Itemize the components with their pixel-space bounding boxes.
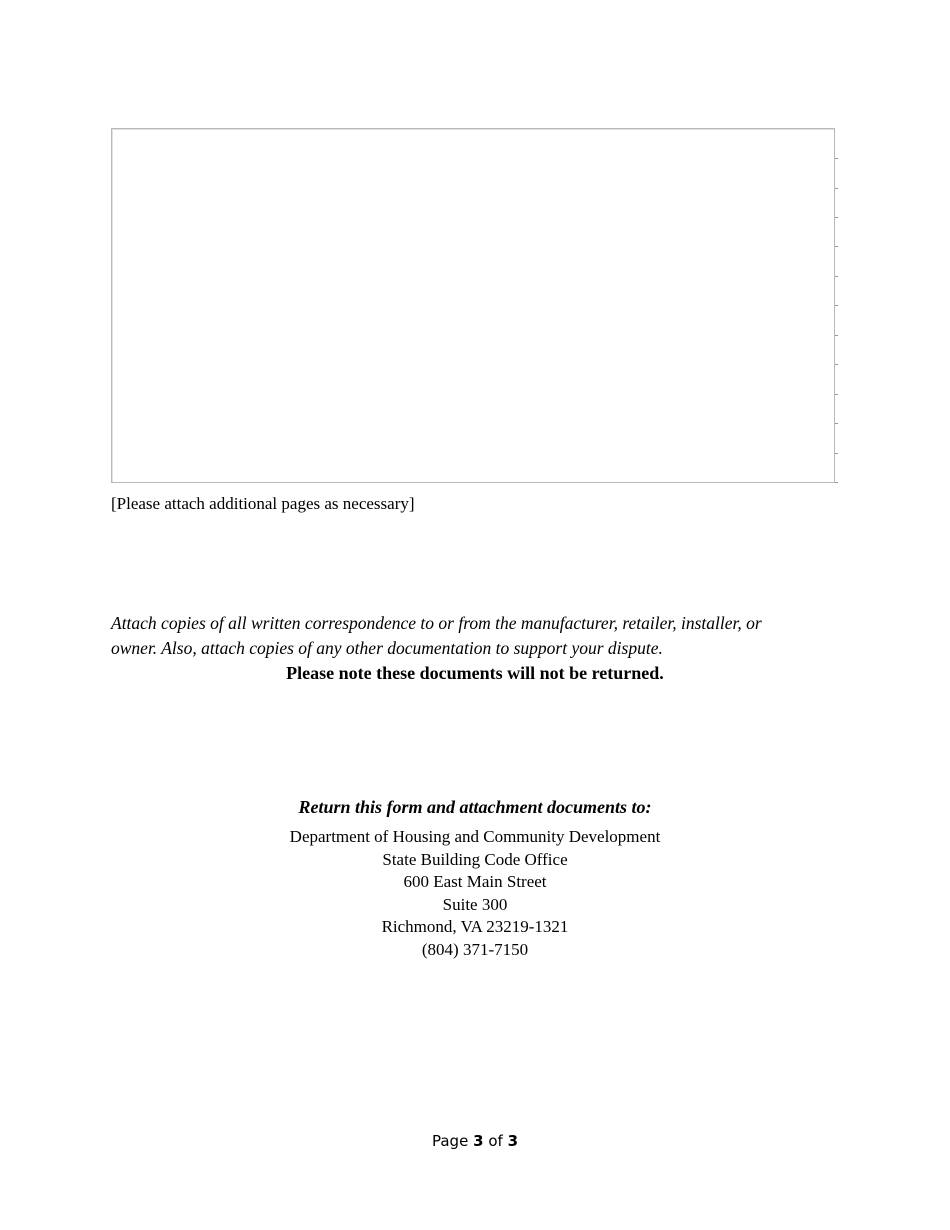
return-to-heading: Return this form and attachment documents to: bbox=[298, 797, 652, 817]
address-line-street: 600 East Main Street bbox=[403, 872, 547, 892]
page-word: Page bbox=[431, 1132, 469, 1150]
instruction-line: owner. Also, attach copies of any other documentation to support your dispute. bbox=[111, 638, 663, 658]
edge-tick bbox=[835, 217, 838, 218]
edge-tick bbox=[835, 482, 838, 483]
address-line-city: Richmond, VA 23219-1321 bbox=[381, 917, 569, 937]
textbox-edge-markers bbox=[835, 128, 839, 483]
edge-tick bbox=[835, 276, 838, 277]
address-line-office: State Building Code Office bbox=[382, 849, 568, 869]
instruction-line: Attach copies of all written correspondence to or from the manufacturer, retailer, installer, or bbox=[111, 613, 762, 633]
page-number-footer bbox=[0, 1131, 950, 1151]
edge-tick bbox=[835, 305, 838, 306]
edge-tick bbox=[835, 188, 838, 189]
address-line-phone: (804) 371-7150 bbox=[421, 939, 529, 959]
edge-tick bbox=[835, 335, 838, 336]
edge-tick bbox=[835, 453, 838, 454]
attach-pages-note: [Please attach additional pages as necessary] bbox=[111, 494, 415, 513]
edge-tick bbox=[835, 246, 838, 247]
attachment-instructions bbox=[111, 611, 841, 661]
edge-tick bbox=[835, 423, 838, 424]
address-line-department: Department of Housing and Community Development bbox=[289, 827, 661, 846]
edge-tick bbox=[835, 158, 838, 159]
edge-tick bbox=[835, 364, 838, 365]
edge-tick bbox=[835, 394, 838, 395]
total-pages-number: 3 bbox=[507, 1132, 518, 1150]
of-word: of bbox=[488, 1132, 503, 1150]
address-line-suite: Suite 300 bbox=[442, 894, 508, 914]
documents-not-returned-notice: Please note these documents will not be returned. bbox=[286, 663, 664, 683]
mailing-address bbox=[0, 826, 950, 962]
dispute-description-textbox[interactable] bbox=[111, 128, 835, 483]
current-page-number: 3 bbox=[473, 1132, 484, 1150]
